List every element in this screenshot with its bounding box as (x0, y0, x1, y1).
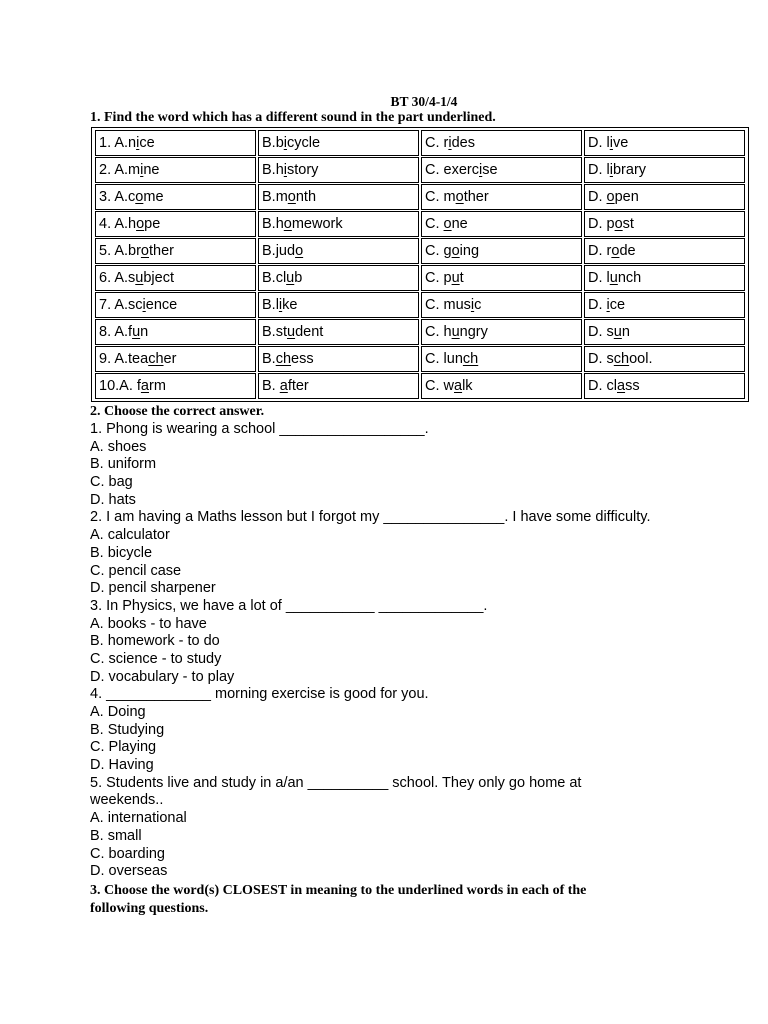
underlined-letters: i (479, 162, 483, 178)
question-line: A. Doing (90, 704, 146, 720)
option-suffix: pen (614, 189, 639, 205)
underlined-letters: a (454, 378, 463, 394)
option-suffix: dent (295, 324, 324, 340)
option-suffix: nth (295, 189, 317, 205)
option-prefix: D. p (588, 216, 615, 232)
table-cell (421, 373, 582, 399)
question-line: 5. Students live and study in a/an __________ school. They only go home at (90, 774, 582, 791)
table-cell (584, 130, 745, 156)
underlined-letters: o (611, 243, 620, 259)
option-suffix: nch (617, 270, 642, 286)
option-prefix: D. cl (588, 378, 617, 394)
option-suffix: mework (291, 216, 343, 232)
question-line: D. Having (90, 757, 154, 774)
underlined-letters: u (609, 270, 618, 286)
question-line: A. books - to have (90, 615, 207, 632)
option-suffix: bject (143, 270, 174, 286)
section-2-heading: 2. Choose the correct answer. (90, 404, 265, 419)
section-1-heading: 1. Find the word which has a different sound in the part underlined. (90, 110, 496, 125)
option-suffix: de (619, 243, 636, 259)
option-prefix: D. r (588, 243, 612, 259)
underlined-letters: o (455, 189, 464, 205)
option-suffix: ss (625, 378, 640, 394)
underlined-letters: ch (462, 351, 479, 367)
table-cell (258, 238, 419, 264)
option-prefix: B.m (262, 189, 288, 205)
option-prefix: D. s (588, 324, 614, 340)
underlined-letters: i (448, 135, 452, 151)
underlined-letters: i (283, 135, 287, 151)
option-suffix: ne (143, 162, 160, 178)
question-line: B. homework - to do (90, 633, 220, 650)
underlined-letters: i (606, 297, 610, 313)
question-line: D. hats (90, 491, 136, 508)
table-cell (584, 346, 745, 372)
option-prefix: B. (262, 378, 280, 394)
underlined-letters: i (283, 162, 287, 178)
underlined-letters: o (295, 243, 304, 259)
option-suffix: n (140, 324, 149, 340)
option-prefix: C. r (425, 135, 449, 151)
table-cell (421, 346, 582, 372)
section-3-heading-line-2: following questions. (90, 900, 209, 916)
option-suffix: ool. (629, 351, 653, 367)
table-cell (95, 265, 256, 291)
option-prefix: D. l (588, 270, 610, 286)
table-row (95, 373, 745, 399)
table-cell (258, 265, 419, 291)
pronunciation-table (91, 127, 749, 402)
option-prefix: D. l (588, 135, 610, 151)
option-suffix: ve (612, 135, 629, 151)
underlined-letters: i (136, 135, 140, 151)
table-cell (258, 373, 419, 399)
underlined-letters: u (132, 324, 141, 340)
section-3-heading-line-1: 3. Choose the word(s) CLOSEST in meaning to the underlined words in each of the (90, 882, 587, 898)
option-prefix: B. (262, 351, 276, 367)
option-suffix: ther (149, 243, 174, 259)
underlined-letters: u (286, 270, 295, 286)
table-cell (95, 346, 256, 372)
table-cell (584, 373, 745, 399)
table-row (95, 346, 745, 372)
table-cell (95, 292, 256, 318)
table-row (95, 265, 745, 291)
table-cell (258, 292, 419, 318)
question-line: D. pencil sharpener (90, 580, 216, 597)
question-line: A. shoes (90, 438, 147, 455)
table-cell (421, 292, 582, 318)
table-cell (421, 130, 582, 156)
option-suffix: ce (139, 135, 155, 151)
option-prefix: 5. A.br (99, 243, 141, 259)
option-prefix: C. w (425, 378, 454, 394)
question-line: 4. _____________ morning exercise is good for you. (90, 686, 429, 703)
option-prefix: C. mus (425, 297, 471, 313)
option-prefix: 6. A.s (99, 270, 136, 286)
table-cell (584, 319, 745, 345)
underlined-letters: a (617, 378, 626, 394)
option-suffix: st (622, 216, 634, 232)
question-line: C. boarding (90, 845, 165, 862)
option-suffix: ngry (459, 324, 488, 340)
question-line: C. pencil case (90, 562, 182, 579)
underlined-letters: ch (275, 351, 292, 367)
table-cell (584, 292, 745, 318)
underlined-letters: i (609, 135, 613, 151)
underlined-letters: i (470, 297, 475, 313)
option-suffix: ke (282, 297, 298, 313)
option-suffix: se (482, 162, 498, 178)
underlined-letters: o (136, 216, 145, 232)
underlined-letters: i (609, 162, 613, 178)
question-line: A. international (90, 810, 187, 827)
underlined-letters: u (451, 324, 460, 340)
table-cell (421, 238, 582, 264)
table-cell (421, 157, 582, 183)
option-prefix: 2. A.m (99, 162, 141, 178)
option-suffix: rm (149, 378, 166, 394)
underlined-letters: o (451, 243, 460, 259)
option-prefix: 7. A.sc (99, 297, 143, 313)
underlined-letters: i (140, 162, 144, 178)
option-prefix: 3. A.c (99, 189, 136, 205)
option-suffix: ing (459, 243, 480, 259)
option-prefix: D. l (588, 162, 610, 178)
option-prefix: 4. A.h (99, 216, 137, 232)
table-cell (95, 319, 256, 345)
option-prefix: D. s (588, 351, 614, 367)
table-cell (421, 184, 582, 210)
question-line: D. overseas (90, 863, 168, 880)
option-prefix: C. g (425, 243, 452, 259)
table-cell (95, 238, 256, 264)
underlined-letters: o (443, 216, 452, 232)
question-line: B. uniform (90, 456, 157, 473)
underlined-letters: o (135, 189, 144, 205)
table-cell (584, 211, 745, 237)
table-cell (258, 211, 419, 237)
underlined-letters: o (140, 243, 149, 259)
option-suffix: pe (144, 216, 161, 232)
table-row (95, 238, 745, 264)
underlined-letters: u (286, 324, 296, 340)
underlined-letters: a (279, 378, 288, 394)
table-cell (258, 346, 419, 372)
table-cell (258, 184, 419, 210)
table-cell (95, 130, 256, 156)
option-suffix: me (143, 189, 164, 205)
table-cell (584, 157, 745, 183)
table-cell (95, 157, 256, 183)
section-3-heading (90, 882, 748, 918)
question-line: B. bicycle (90, 544, 153, 561)
question-line: 2. I am having a Maths lesson but I forgot my _______________. I have some difficulty. (90, 509, 651, 526)
option-prefix: D. (588, 297, 607, 313)
table-cell (421, 211, 582, 237)
option-prefix: B.h (262, 216, 284, 232)
question-line: weekends.. (90, 792, 164, 809)
underlined-letters: i (278, 297, 283, 313)
table-row (95, 211, 745, 237)
question-line: 1. Phong is wearing a school __________________. (90, 421, 429, 437)
option-suffix: ne (451, 216, 468, 232)
option-suffix: n (621, 324, 630, 340)
option-prefix: C. exerc (425, 162, 479, 178)
underlined-letters: u (135, 270, 144, 286)
table-cell (258, 319, 419, 345)
underlined-letters: u (613, 324, 622, 340)
option-prefix: B.cl (262, 270, 287, 286)
table-cell (95, 211, 256, 237)
underlined-letters: u (451, 270, 460, 286)
underlined-letters: o (283, 216, 292, 232)
table-cell (421, 319, 582, 345)
table-cell (95, 184, 256, 210)
table-cell (584, 184, 745, 210)
table-cell (258, 157, 419, 183)
section-2-questions (90, 421, 748, 881)
question-line: D. vocabulary - to play (90, 668, 235, 685)
option-prefix: B.h (262, 162, 284, 178)
question-line: B. Studying (90, 721, 165, 738)
option-suffix: lk (462, 378, 473, 394)
question-line: A. calculator (90, 527, 170, 544)
option-suffix: ess (291, 351, 314, 367)
option-suffix: des (451, 135, 475, 151)
table-cell (584, 238, 745, 264)
option-prefix: C. h (425, 324, 452, 340)
option-suffix: cycle (287, 135, 321, 151)
option-suffix: ence (145, 297, 178, 313)
option-prefix: C. p (425, 270, 452, 286)
option-prefix: C. m (425, 189, 456, 205)
option-suffix: ther (463, 189, 489, 205)
option-prefix: 9. A.tea (99, 351, 149, 367)
option-suffix: story (287, 162, 319, 178)
table-row (95, 130, 745, 156)
table-row (95, 319, 745, 345)
option-prefix: 1. A.n (99, 135, 137, 151)
question-line: B. small (90, 827, 142, 844)
table-cell (258, 130, 419, 156)
question-line: C. Playing (90, 739, 157, 756)
underlined-letters: o (287, 189, 296, 205)
table-cell (584, 265, 745, 291)
table-row (95, 157, 745, 183)
option-prefix: B.st (262, 324, 287, 340)
underlined-letters: i (142, 297, 146, 313)
worksheet (90, 94, 748, 918)
question-line: C. science - to study (90, 650, 222, 667)
underlined-letters: ch (613, 351, 630, 367)
question-line: C. bag (90, 474, 133, 491)
option-prefix: B.l (262, 297, 279, 313)
underlined-letters: o (614, 216, 623, 232)
underlined-letters: a (140, 378, 149, 394)
option-suffix: er (163, 351, 177, 367)
option-suffix: fter (287, 378, 309, 394)
underlined-letters: o (606, 189, 615, 205)
option-prefix: 10.A. f (99, 378, 141, 394)
option-suffix: b (294, 270, 303, 286)
option-prefix: 8. A.f (99, 324, 133, 340)
table-cell (421, 265, 582, 291)
table-cell (95, 373, 256, 399)
option-suffix: ce (609, 297, 626, 313)
table-row (95, 292, 745, 318)
option-suffix: c (474, 297, 482, 313)
option-suffix: brary (612, 162, 647, 178)
option-prefix: C. lun (425, 351, 463, 367)
question-line: 3. In Physics, we have a lot of ___________ _____________. (90, 597, 488, 614)
option-prefix: C. (425, 216, 444, 232)
table-row (95, 184, 745, 210)
worksheet-title: BT 30/4-1/4 (390, 94, 458, 109)
option-prefix: D. (588, 189, 607, 205)
underlined-letters: ch (148, 351, 164, 367)
option-suffix: t (459, 270, 464, 286)
option-prefix: B.b (262, 135, 284, 151)
option-prefix: B.jud (262, 243, 296, 259)
